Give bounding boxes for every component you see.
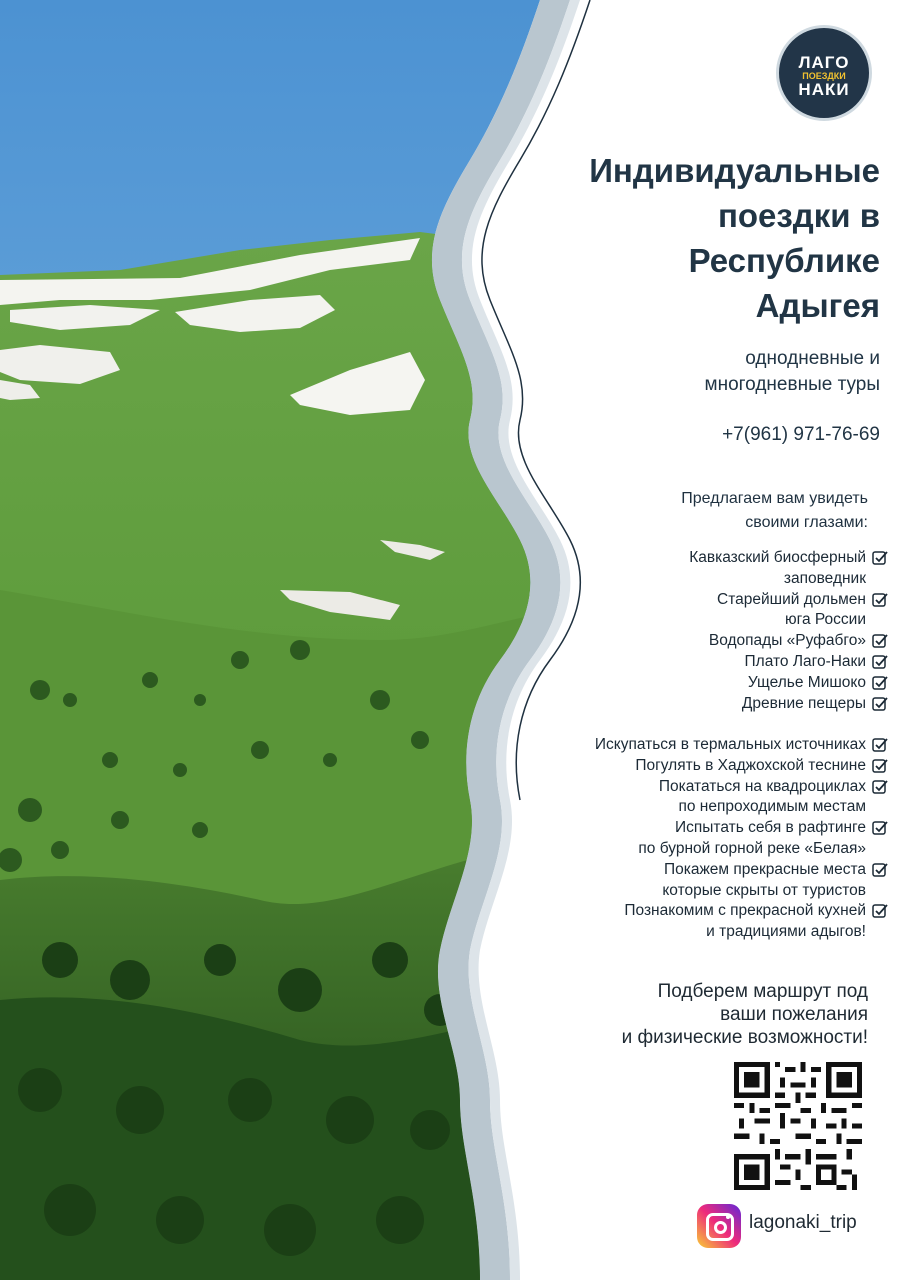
list-item-text: Водопады «Руфабго» bbox=[708, 632, 866, 650]
activities-list bbox=[528, 735, 888, 943]
list-item bbox=[528, 860, 888, 881]
list-item bbox=[528, 569, 888, 590]
list-item bbox=[528, 590, 888, 611]
list-item bbox=[528, 548, 888, 569]
title-line: Индивидуальные bbox=[589, 152, 880, 189]
list-item-text: по бурной горной реке «Белая» bbox=[638, 839, 866, 857]
intro-line: своими глазами: bbox=[745, 514, 868, 531]
checkbox-icon bbox=[872, 779, 888, 795]
logo-text-middle: ПОЕЗДКИ bbox=[802, 71, 846, 81]
closing-line: и физические возможности! bbox=[621, 1027, 868, 1048]
list-item bbox=[528, 797, 888, 818]
checkbox-icon bbox=[872, 758, 888, 774]
checkbox-icon bbox=[872, 696, 888, 712]
list-item-text: Плато Лаго-Наки bbox=[744, 652, 866, 670]
list-item-text: и традициями адыгов! bbox=[706, 923, 866, 941]
list-item-text: по непроходимым местам bbox=[678, 798, 866, 816]
title-line: поездки в bbox=[717, 197, 880, 234]
checkbox-icon bbox=[872, 592, 888, 608]
list-item-text: Ущелье Мишоко bbox=[747, 673, 866, 691]
poster-title bbox=[520, 148, 880, 328]
list-item bbox=[528, 652, 888, 673]
intro-line: Предлагаем вам увидеть bbox=[681, 490, 868, 507]
qr-code[interactable] bbox=[734, 1062, 862, 1190]
list-item-text: Испытать себя в рафтинге bbox=[675, 819, 866, 837]
list-item bbox=[528, 756, 888, 777]
list-item-text: Древние пещеры bbox=[741, 694, 866, 712]
list-item-text: Покататься на квадроциклах bbox=[658, 777, 866, 795]
closing-line: Подберем маршрут под bbox=[657, 981, 868, 1002]
checkbox-icon bbox=[872, 862, 888, 878]
checkbox-icon bbox=[872, 737, 888, 753]
tour-types bbox=[560, 346, 880, 398]
list-item bbox=[528, 735, 888, 756]
list-item-text: Искупаться в термальных источниках bbox=[594, 736, 866, 753]
checkbox-icon bbox=[872, 550, 888, 566]
list-item bbox=[528, 922, 888, 943]
logo-text-bottom: НАКИ bbox=[798, 80, 850, 99]
list-item bbox=[528, 901, 888, 922]
list-item-text: Познакомим с прекрасной кухней bbox=[624, 902, 866, 920]
list-item bbox=[528, 881, 888, 902]
title-line: Адыгея bbox=[755, 287, 880, 324]
checkbox-icon bbox=[872, 675, 888, 691]
places-list bbox=[528, 548, 888, 714]
tour-types-line: многодневные туры bbox=[704, 374, 880, 395]
list-item bbox=[528, 631, 888, 652]
intro-text bbox=[568, 487, 868, 535]
checkbox-icon bbox=[872, 633, 888, 649]
list-item-text: Покажем прекрасные места bbox=[663, 860, 866, 878]
list-item bbox=[528, 839, 888, 860]
checkbox-icon bbox=[872, 654, 888, 670]
logo-text-top: ЛАГО bbox=[798, 53, 850, 72]
closing-text bbox=[508, 980, 868, 1049]
instagram-icon[interactable] bbox=[697, 1204, 741, 1248]
title-line: Республике bbox=[688, 242, 880, 279]
list-item-text: юга России bbox=[785, 611, 866, 629]
list-item-text: Старейший дольмен bbox=[717, 590, 866, 608]
list-item bbox=[528, 610, 888, 631]
instagram-handle[interactable]: lagonaki_trip bbox=[749, 1212, 857, 1233]
phone-number[interactable]: +7(961) 971-76-69 bbox=[722, 424, 880, 445]
checkbox-icon bbox=[872, 820, 888, 836]
list-item-text: Кавказский биосферный bbox=[689, 549, 866, 566]
closing-line: ваши пожелания bbox=[720, 1004, 868, 1025]
list-item-text: заповедник bbox=[783, 569, 866, 587]
list-item bbox=[528, 673, 888, 694]
checkbox-icon bbox=[872, 903, 888, 919]
list-item bbox=[528, 694, 888, 715]
brand-logo bbox=[776, 25, 872, 121]
list-item-text: Погулять в Хаджохской теснине bbox=[635, 756, 866, 774]
list-item-text: которые скрыты от туристов bbox=[662, 881, 866, 899]
list-item bbox=[528, 777, 888, 798]
tour-types-line: однодневные и bbox=[745, 348, 880, 369]
list-item bbox=[528, 818, 888, 839]
